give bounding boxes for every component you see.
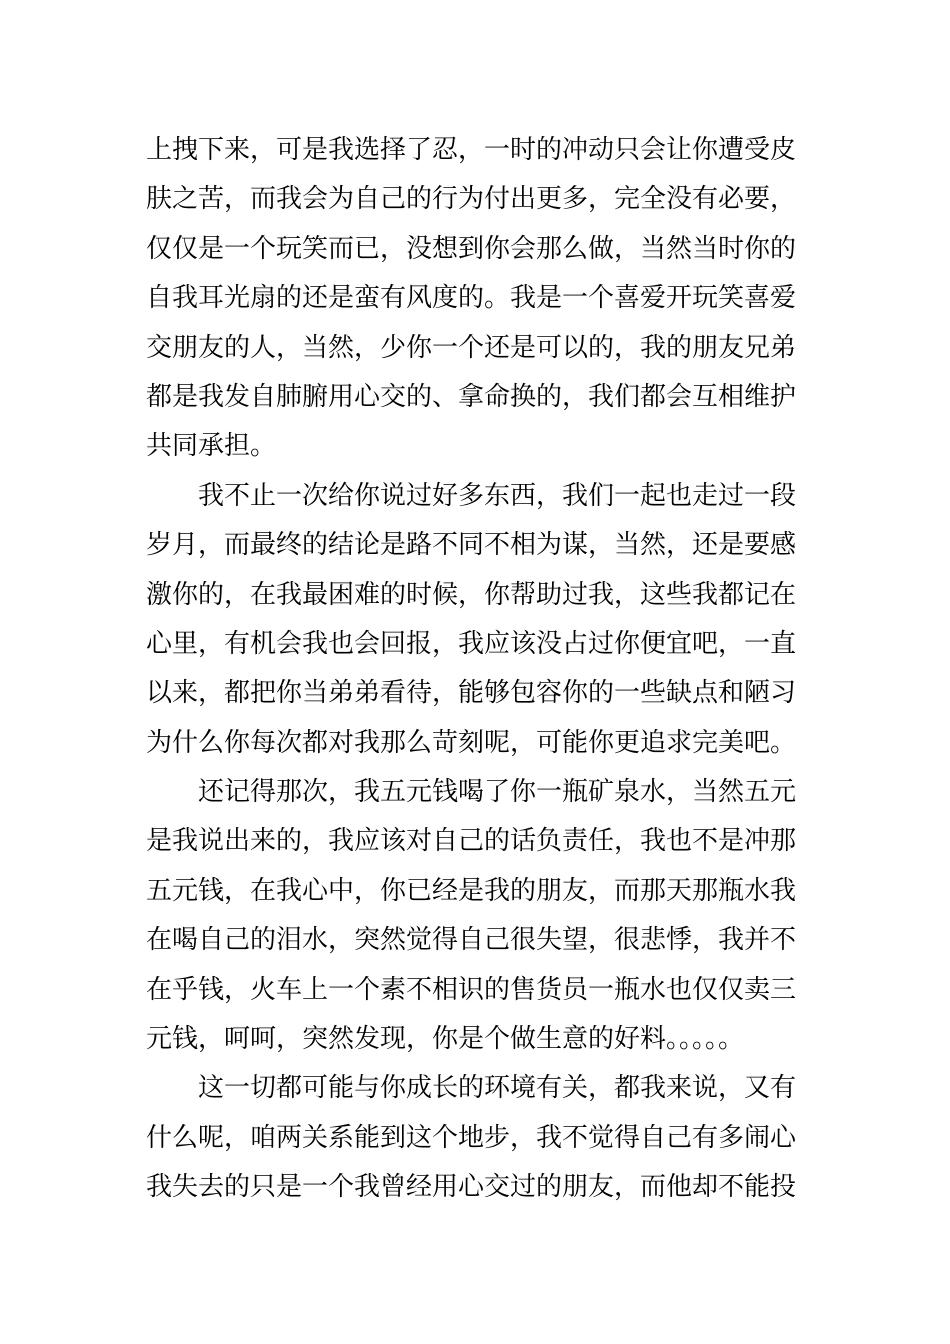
- paragraph-4: [146, 1064, 806, 1212]
- document-body: [146, 126, 806, 1213]
- text-line: 在喝自己的泪水，突然觉得自己很失望，很悲悸，我并不: [146, 925, 797, 956]
- text-line: 都是我发自肺腑用心交的、拿命换的，我们都会互相维护: [146, 381, 797, 412]
- text-line: 肤之苦，而我会为自己的行为付出更多，完全没有必要，: [146, 184, 797, 215]
- text-line: 我失去的只是一个我曾经用心交过的朋友，而他却不能投: [146, 1172, 797, 1203]
- text-line: 我不止一次给你说过好多东西，我们一起也走过一段: [198, 480, 797, 511]
- text-line: 上拽下来，可是我选择了忍，一时的冲动只会让你遭受皮: [146, 135, 797, 165]
- text-line: 这一切都可能与你成长的环境有关，都我来说，又有: [198, 1073, 797, 1104]
- text-line: 交朋友的人，当然，少你一个还是可以的，我的朋友兄弟: [146, 332, 797, 363]
- text-line: 五元钱，在我心中，你已经是我的朋友，而那天那瓶水我: [146, 875, 797, 906]
- text-line: 岁月，而最终的结论是路不同不相为谋，当然，还是要感: [146, 530, 797, 561]
- text-line: 在乎钱，火车上一个素不相识的售货员一瓶水也仅仅卖三: [146, 974, 797, 1005]
- text-line: 为什么你每次都对我那么苛刻呢，可能你更追求完美吧。: [146, 727, 797, 758]
- paragraph-1: [146, 126, 806, 472]
- text-line: 以来，都把你当弟弟看待，能够包容你的一些缺点和陋习: [146, 678, 797, 709]
- text-line: 激你的，在我最困难的时候，你帮助过我，这些我都记在: [146, 579, 797, 610]
- text-line: 仅仅是一个玩笑而已，没想到你会那么做，当然当时你的: [146, 233, 797, 264]
- text-line: 是我说出来的，我应该对自己的话负责任，我也不是冲那: [146, 826, 797, 857]
- text-line: 什么呢，咱两关系能到这个地步，我不觉得自己有多闹心: [146, 1122, 797, 1153]
- text-line: 共同承担。: [146, 431, 277, 462]
- paragraph-2: [146, 472, 806, 768]
- text-line: 心里，有机会我也会回报，我应该没占过你便宜吧，一直: [146, 628, 797, 659]
- text-line: 还记得那次，我五元钱喝了你一瓶矿泉水，当然五元: [198, 777, 797, 808]
- text-line: 自我耳光扇的还是蛮有风度的。我是一个喜爱开玩笑喜爱: [146, 283, 797, 314]
- paragraph-3: [146, 768, 806, 1064]
- text-line: 元钱，呵呵，突然发现，你是个做生意的好料。。。。。: [146, 1024, 745, 1055]
